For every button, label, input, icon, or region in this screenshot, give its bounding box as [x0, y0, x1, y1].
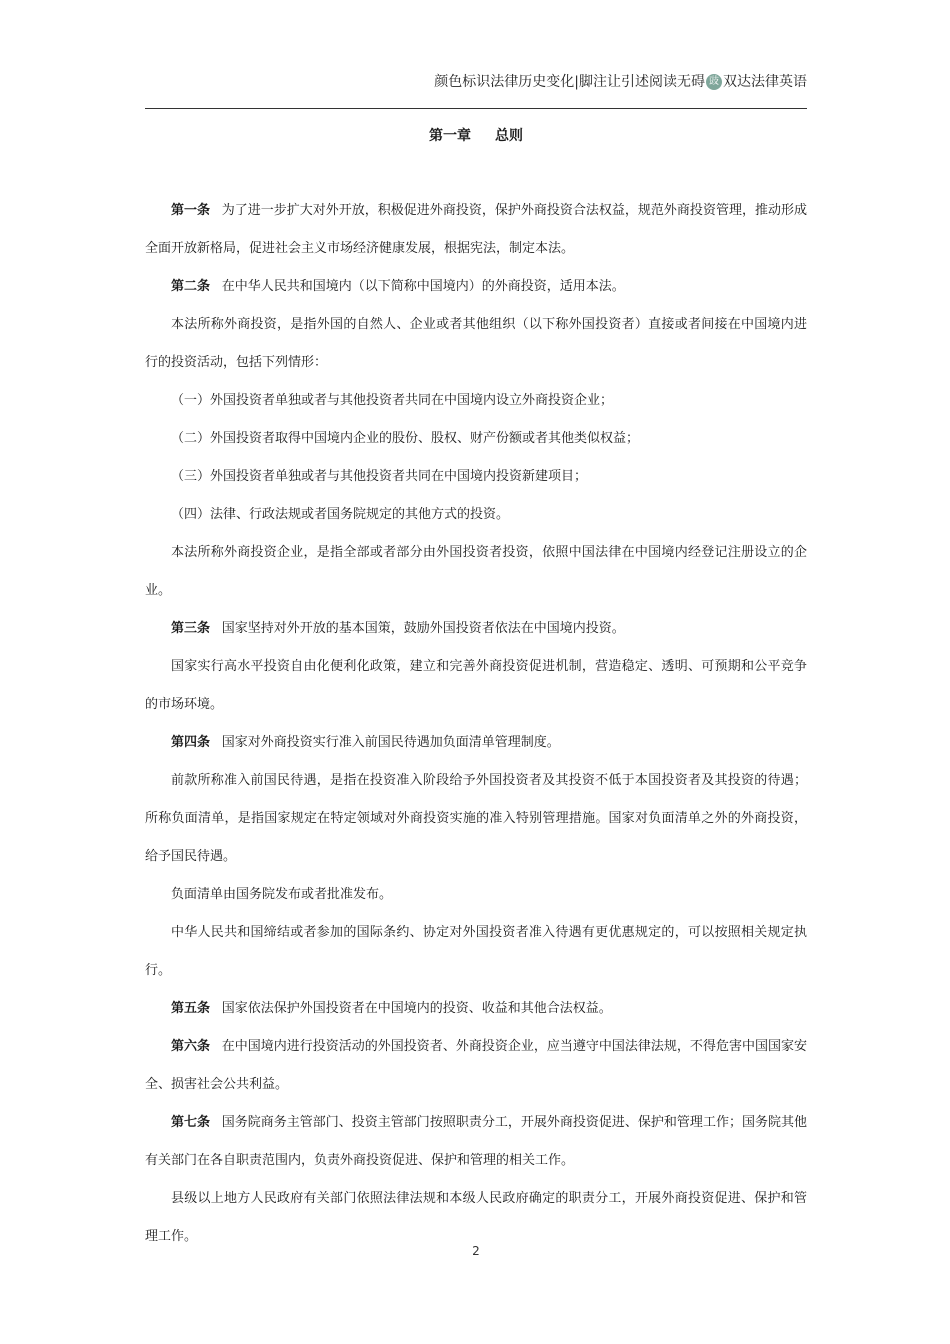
paragraph: [145, 990, 807, 1028]
article-number: 第三条: [171, 621, 211, 636]
paragraph-text: 国家坚持对外开放的基本国策，鼓励外国投资者依法在中国境内投资。: [221, 621, 625, 636]
paragraph: [145, 382, 807, 420]
running-header: [145, 62, 807, 102]
paragraph: [145, 914, 807, 990]
header-rule: [145, 108, 807, 109]
paragraph-text: 为了进一步扩大对外开放，积极促进外商投资，保护外商投资合法权益，规范外商投资管理，推动形成全面开放新格局，促进社会主义市场经济健康发展，根据宪法，制定本法。: [145, 203, 807, 256]
paragraph-text: （四）法律、行政法规或者国务院规定的其他方式的投资。: [171, 507, 510, 522]
paragraph: [145, 724, 807, 762]
article-number: 第七条: [171, 1115, 211, 1130]
paragraph: [145, 496, 807, 534]
paragraph-text: 本法所称外商投资企业，是指全部或者部分由外国投资者投资，依照中国法律在中国境内经登记注册设立的企业。: [145, 545, 807, 598]
paragraph-text: 国家对外商投资实行准入前国民待遇加负面清单管理制度。: [221, 735, 560, 750]
paragraph-text: 负面清单由国务院发布或者批准发布。: [171, 887, 393, 902]
header-text-color-marking: 颜色标识法律历史变化: [434, 74, 575, 90]
paragraph: [145, 420, 807, 458]
paragraph: [145, 876, 807, 914]
page-number: 2: [472, 1244, 480, 1258]
article-number: 第二条: [171, 279, 211, 294]
paragraph-text: 前款所称准入前国民待遇，是指在投资准入阶段给予外国投资者及其投资不低于本国投资者及其投资的待遇；所称负面清单，是指国家规定在特定领域对外商投资实施的准入特别管理措施。国家对负面清单之外的外商投资，给予国民待遇。: [145, 773, 807, 864]
chapter-number: 第一章: [429, 128, 471, 144]
paragraph: [145, 1028, 807, 1104]
paragraph-text: （二）外国投资者取得中国境内企业的股份、股权、财产份额或者其他类似权益；: [171, 431, 640, 446]
article-number: 第五条: [171, 1001, 211, 1016]
chapter-heading: [145, 124, 807, 148]
header-publisher-name: 双达法律英语: [723, 74, 807, 90]
paragraph-text: （一）外国投资者单独或者与其他投资者共同在中国境内设立外商投资企业；: [171, 393, 614, 408]
article-number: 第四条: [171, 735, 211, 750]
paragraph-text: 本法所称外商投资，是指外国的自然人、企业或者其他组织（以下称外国投资者）直接或者间接在中国境内进行的投资活动，包括下列情形：: [145, 317, 807, 370]
paragraph-text: 中华人民共和国缔结或者参加的国际条约、协定对外国投资者准入待遇有更优惠规定的，可以按照相关规定执行。: [145, 925, 807, 978]
paragraph: [145, 762, 807, 876]
paragraph: [145, 1104, 807, 1180]
paragraph-text: 国家依法保护外国投资者在中国境内的投资、收益和其他合法权益。: [221, 1001, 612, 1016]
paragraph-text: （三）外国投资者单独或者与其他投资者共同在中国境内投资新建项目；: [171, 469, 588, 484]
paragraph-text: 县级以上地方人民政府有关部门依照法律法规和本级人民政府确定的职责分工，开展外商投资促进、保护和管理工作。: [145, 1191, 807, 1244]
paragraph: [145, 306, 807, 382]
article-number: 第一条: [171, 203, 211, 218]
paragraph: [145, 610, 807, 648]
paragraph-text: 国务院商务主管部门、投资主管部门按照职责分工，开展外商投资促进、保护和管理工作；国务院其他有关部门在各自职责范围内，负责外商投资促进、保护和管理的相关工作。: [145, 1115, 807, 1168]
publisher-logo-icon: 豉: [706, 74, 722, 90]
paragraph-text: 国家实行高水平投资自由化便利化政策，建立和完善外商投资促进机制，营造稳定、透明、可预期和公平竞争的市场环境。: [145, 659, 807, 712]
paragraph: [145, 192, 807, 268]
paragraph: [145, 458, 807, 496]
paragraph: [145, 648, 807, 724]
paragraph: [145, 268, 807, 306]
header-separator: |: [574, 74, 579, 90]
document-body: [145, 192, 807, 1256]
chapter-title: 总则: [495, 128, 523, 144]
paragraph: [145, 534, 807, 610]
header-text-footnotes: 脚注让引述阅读无碍: [579, 74, 705, 90]
article-number: 第六条: [171, 1039, 211, 1054]
paragraph-text: 在中华人民共和国境内（以下简称中国境内）的外商投资，适用本法。: [221, 279, 625, 294]
paragraph-text: 在中国境内进行投资活动的外国投资者、外商投资企业，应当遵守中国法律法规，不得危害中国国家安全、损害社会公共利益。: [145, 1039, 807, 1092]
